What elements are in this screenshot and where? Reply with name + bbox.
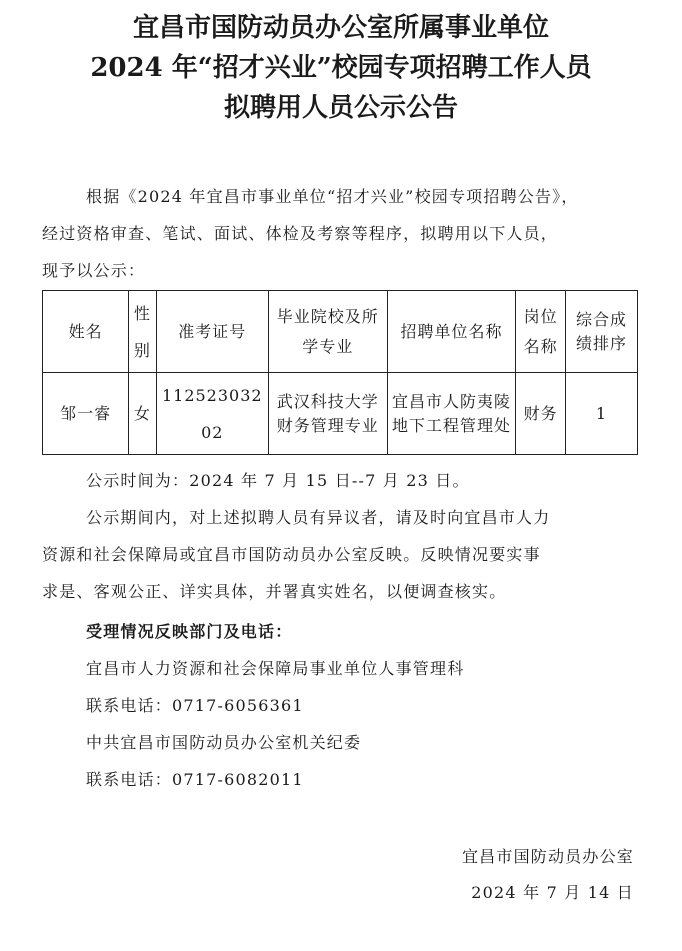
title-line-1: 宜昌市国防动员办公室所属事业单位 (132, 13, 549, 43)
contact-heading: 受理情况反映部门及电话： (86, 622, 293, 641)
header-position: 岗位名称 (516, 291, 566, 373)
header-rank: 综合成绩排序 (565, 291, 637, 373)
title-line-3: 拟聘用人员公示公告 (223, 93, 458, 123)
intro-line-1: 根据《2024 年宜昌市事业单位“招才兴业”校园专项招聘公告》， (86, 187, 579, 206)
cell-exam-id (156, 373, 269, 455)
cell-position: 财务 (516, 373, 566, 455)
header-exam-id: 准考证号 (156, 291, 269, 373)
cell-employer: 宜昌市人防夷陵地下工程管理处 (387, 373, 516, 455)
header-gender: 性别 (129, 291, 156, 373)
table-header-row (43, 291, 638, 373)
intro-line-2: 经过资格审查、笔试、面试、体检及考察等程序，拟聘用以下人员， (42, 224, 559, 243)
notice-objection-line-3: 求是、客观公正、详实具体，并署真实姓名，以便调查核实。 (42, 582, 507, 601)
cell-rank: 1 (565, 373, 637, 455)
contact-phone-2: 联系电话：0717-6082011 (86, 770, 304, 789)
contact-dept-2: 中共宜昌市国防动员办公室机关纪委 (86, 733, 362, 752)
notice-objection-line-2: 资源和社会保障局或宜昌市国防动员办公室反映。反映情况要实事 (42, 545, 541, 564)
signature-date: 2024 年 7 月 14 日 (471, 883, 634, 902)
contact-section (42, 613, 642, 798)
signature-org: 宜昌市国防动员办公室 (461, 847, 634, 866)
notice-period: 公示时间为：2024 年 7 月 15 日--7 月 23 日。 (86, 471, 470, 490)
notice-objection-line-1: 公示期间内，对上述拟聘人员有异议者，请及时向宜昌市人力 (86, 508, 551, 527)
intro-line-3: 现予以公示： (42, 261, 146, 280)
table-row (43, 373, 638, 455)
header-name: 姓名 (43, 291, 129, 373)
intro-paragraph (42, 178, 642, 289)
header-school-major: 毕业院校及所学专业 (269, 291, 388, 373)
cell-exam-id-line-2: 02 (201, 422, 224, 442)
header-employer: 招聘单位名称 (387, 291, 516, 373)
contact-phone-1: 联系电话：0717-6056361 (86, 696, 304, 715)
candidate-table (42, 290, 638, 455)
title-line-2: 2024 年“招才兴业”校园专项招聘工作人员 (90, 53, 592, 83)
cell-name: 邹一睿 (43, 373, 129, 455)
cell-exam-id-line-1: 112523032 (161, 385, 263, 405)
cell-gender: 女 (129, 373, 156, 455)
notice-section (42, 462, 642, 610)
cell-school-major: 武汉科技大学财务管理专业 (269, 373, 388, 455)
contact-dept-1: 宜昌市人力资源和社会保障局事业单位人事管理科 (86, 659, 465, 678)
